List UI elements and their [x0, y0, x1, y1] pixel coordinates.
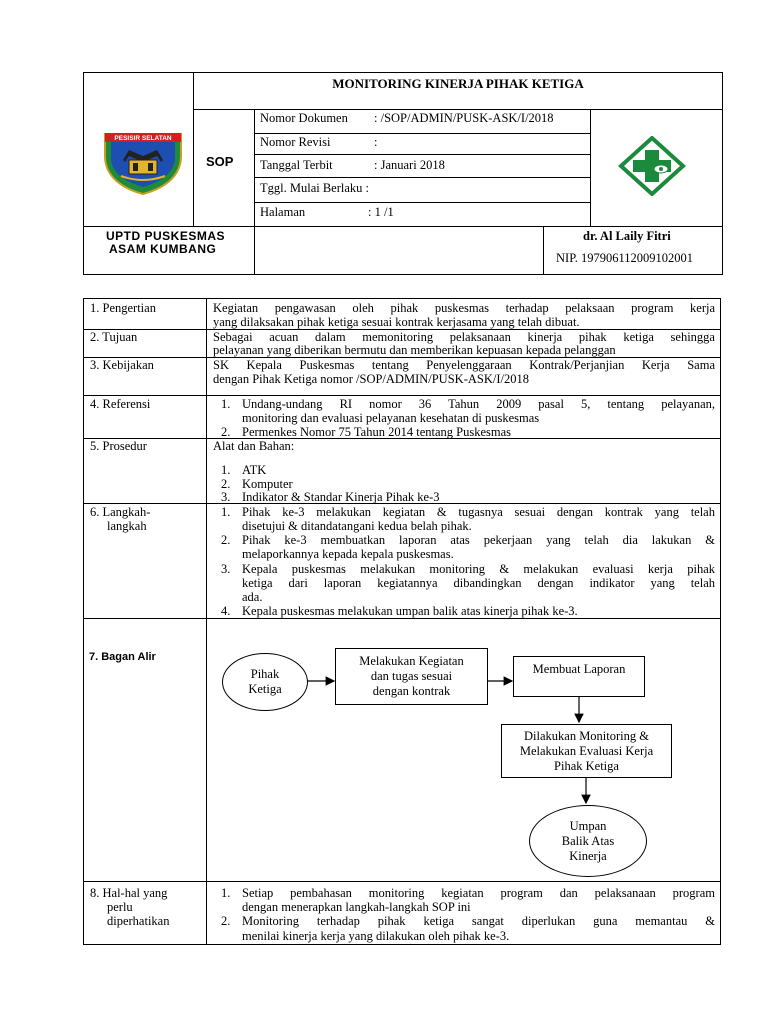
signer-name: dr. Al Laily Fitri	[583, 229, 671, 243]
list-number: 3.	[221, 490, 231, 504]
flow-node-pihak-ketiga	[222, 653, 308, 711]
list-item-line: ketiga dari laporan kegiatannya dibandingkan dengan indikator yang telah	[242, 576, 715, 590]
field-value-tanggal-terbit: : Januari 2018	[374, 158, 445, 172]
list-number: 1.	[221, 397, 231, 411]
field-label-halaman: Halaman	[260, 205, 306, 219]
section-label-bagan-alir: 7. Bagan Alir	[89, 651, 156, 663]
section-text-line: Kegiatan pengawasan oleh pihak puskesmas terhadap pelaksaan program kerja	[213, 301, 715, 315]
flow-node-text: Kinerja	[569, 848, 607, 863]
divider	[83, 881, 721, 882]
regency-logo	[103, 130, 183, 196]
section-label-tujuan: 2. Tujuan	[90, 330, 138, 344]
flow-node-text: Membuat Laporan	[532, 662, 626, 676]
divider	[590, 109, 591, 226]
flow-node-text: Pihak Ketiga	[554, 758, 619, 773]
section-label-hal-hal-3: diperhatikan	[107, 914, 170, 928]
list-number: 2.	[221, 425, 231, 439]
field-value-nomor-dokumen: : /SOP/ADMIN/PUSK-ASK/I/2018	[374, 111, 554, 125]
list-number: 2.	[221, 477, 231, 491]
section-label-pengertian: 1. Pengertian	[90, 301, 156, 315]
divider	[254, 202, 590, 203]
list-item-line: Kepala puskesmas melakukan umpan balik atas kinerja pihak ke-3.	[242, 604, 578, 618]
signer-nip: NIP. 197906112009102001	[556, 251, 694, 265]
list-item-line: Kepala puskesmas melakukan monitoring & melakukan evaluasi kerja pihak	[242, 562, 715, 576]
section-label-hal-hal-2: perlu	[107, 900, 133, 914]
list-number: 2.	[221, 533, 231, 547]
section-label-langkah: 6. Langkah-	[90, 505, 151, 519]
list-number: 2.	[221, 914, 231, 928]
section-text-line: yang dilaksakan pihak ketiga sesuai kontrak kerjasama yang telah dibuat.	[213, 315, 580, 329]
list-number: 3.	[221, 562, 231, 576]
prosedur-intro: Alat dan Bahan:	[213, 439, 295, 453]
flow-node-umpan-balik	[529, 805, 647, 877]
divider	[254, 154, 590, 155]
list-number: 1.	[221, 886, 231, 900]
divider	[254, 177, 590, 178]
field-value-halaman: : 1 /1	[368, 205, 394, 219]
list-item-line: Monitoring terhadap pihak ketiga sangat diperlukan guna memantau &	[242, 914, 715, 928]
field-label-mulai-berlaku: Tggl. Mulai Berlaku :	[260, 181, 370, 195]
section-text-line: Sebagai acuan dalam memonitoring pelaksanaan kinerja pihak ketiga sehingga	[213, 330, 715, 344]
divider	[83, 226, 723, 227]
field-label-tanggal-terbit: Tanggal Terbit	[260, 158, 333, 172]
list-item-line: melaporkannya kepada kepala puskesmas.	[242, 547, 454, 561]
list-item-line: Setiap pembahasan monitoring kegiatan program dan pelaksanaan program	[242, 886, 715, 900]
field-label-nomor-revisi: Nomor Revisi	[260, 135, 331, 149]
field-value-nomor-revisi: :	[374, 135, 378, 149]
list-item-line: Pihak ke-3 membuatkan laporan atas pekerjaan yang telah dia lakukan &	[242, 533, 715, 547]
flow-node-text: Melakukan Kegiatan	[359, 654, 464, 668]
list-number: 1.	[221, 505, 231, 519]
svg-text:PESISIR SELATAN: PESISIR SELATAN	[114, 135, 172, 142]
field-label-nomor-dokumen: Nomor Dokumen	[260, 111, 348, 125]
list-item-line: Permenkes Nomor 75 Tahun 2014 tentang Puskesmas	[242, 425, 512, 439]
divider	[193, 109, 723, 110]
list-item-line: dengan menerapkan langkah-langkah SOP ini	[242, 900, 471, 914]
flow-node-text: Ketiga	[248, 682, 282, 696]
flow-node-text: Umpan	[569, 818, 607, 833]
list-number: 4.	[221, 604, 231, 618]
list-item-line: monitoring dan evaluasi pelayanan kesehatan di puskesmas	[242, 411, 540, 425]
section-text-line: SK Kepala Puskesmas tentang Penyelenggaraan Kontrak/Perjanjian Kerja Sama	[213, 358, 715, 372]
org-name-line1: UPTD PUSKESMAS	[106, 229, 226, 243]
divider	[83, 395, 721, 396]
flow-node-membuat-laporan	[513, 656, 645, 697]
section-label-hal-hal: 8. Hal-hal yang	[90, 886, 168, 900]
section-label-prosedur: 5. Prosedur	[90, 439, 147, 453]
divider	[254, 133, 590, 134]
section-label-kebijakan: 3. Kebijakan	[90, 358, 154, 372]
flow-node-text: Balik Atas	[561, 833, 615, 848]
list-item-line: menilai kinerja kerja yang dilakukan oleh pihak ke-3.	[242, 929, 510, 943]
divider	[543, 226, 544, 275]
section-label-langkah-2: langkah	[107, 519, 147, 533]
flow-node-text: dengan kontrak	[372, 684, 451, 698]
document-title: MONITORING KINERJA PIHAK KETIGA	[332, 76, 584, 91]
list-item-line: ATK	[242, 463, 267, 477]
puskesmas-logo	[617, 136, 687, 196]
divider	[193, 72, 194, 226]
sop-label: SOP	[206, 154, 234, 169]
section-text-line: dengan Pihak Ketiga nomor /SOP/ADMIN/PUSK-ASK/I/2018	[213, 372, 529, 386]
list-item-line: Komputer	[242, 477, 293, 491]
flow-node-text: Pihak	[250, 667, 280, 681]
flow-node-monitoring-evaluasi	[501, 724, 672, 778]
list-item-line: Undang-undang RI nomor 36 Tahun 2009 pasal 5, tentang pelayanan,	[242, 397, 715, 411]
flow-node-text: Dilakukan Monitoring &	[524, 728, 649, 743]
section-text-line: pelayanan yang diberikan bermutu dan memberikan kepuasan kepada pelanggan	[213, 343, 616, 357]
list-item-line: disetujui & ditandatangani kedua belah pihak.	[242, 519, 472, 533]
org-name-line2: ASAM KUMBANG	[109, 242, 217, 256]
list-item-line: Indikator & Standar Kinerja Pihak ke-3	[242, 490, 440, 504]
flow-node-text: Melakukan Evaluasi Kerja	[519, 743, 654, 758]
flow-node-melakukan-kegiatan	[335, 648, 488, 705]
list-item-line: Pihak ke-3 melakukan kegiatan & tugasnya sesuai dengan kontrak yang telah	[242, 505, 715, 519]
flow-node-text: dan tugas sesuai	[370, 669, 453, 683]
section-label-referensi: 4. Referensi	[90, 397, 151, 411]
list-item-line: ada.	[242, 590, 263, 604]
list-number: 1.	[221, 463, 231, 477]
